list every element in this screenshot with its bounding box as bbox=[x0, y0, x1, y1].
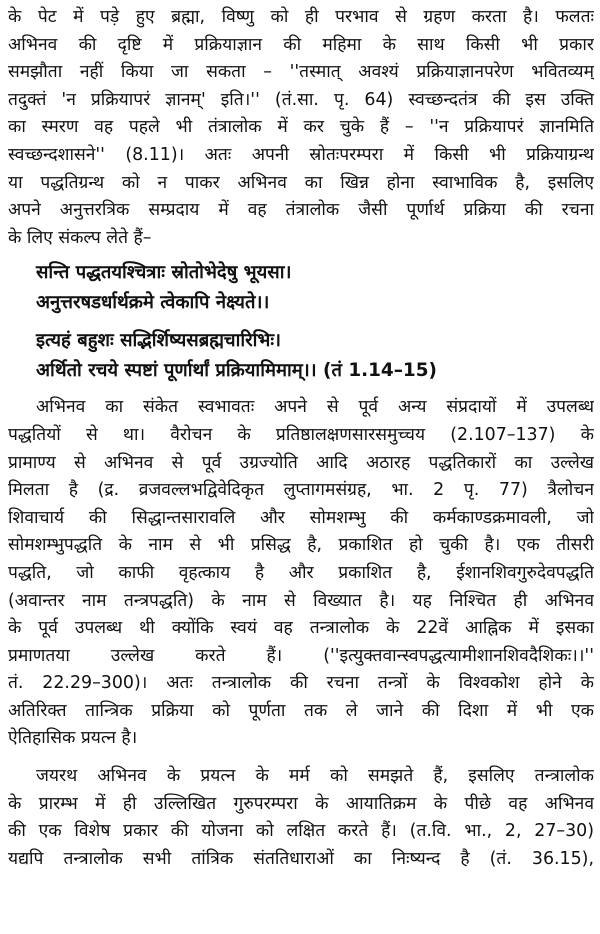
text-line: पद्धतियों से था। वैरोचन के प्रतिष्ठालक्षणसारसमुच्चय (2.107–137) के bbox=[8, 424, 594, 445]
text-line: पद्धति, जो काफी वृहत्काय है और प्रकाशित है, ईशानशिवगुरुदेवपद्धति bbox=[8, 562, 594, 583]
verse-line: अनुत्तरषडर्धार्थक्रमे त्वेकापि नेक्ष्यते।। bbox=[36, 292, 270, 314]
verse-line: सन्ति पद्धतयश्चित्राः स्रोतोभेदेषु भूयसा। bbox=[36, 262, 292, 284]
document-page bbox=[8, 4, 594, 873]
sanskrit-verse-block bbox=[8, 258, 594, 386]
text-line: अभिनव का संकेत स्वभावतः अपने से पूर्व अन्य संप्रदायों में उपलब्ध bbox=[36, 397, 594, 418]
paragraph-2 bbox=[8, 394, 594, 753]
text-line: अतिरिक्त तान्त्रिक प्रक्रिया को पूर्णता तक ले जाने की दिशा में भी एक bbox=[8, 700, 594, 721]
text-line: मिलता है (द्र. व्रजवल्लभद्विवेदिकृत लुप्तागमसंग्रह, भा. 2 पृ. 77) त्रैलोचन bbox=[8, 480, 594, 501]
text-line: सोमशम्भुपद्धति के नाम से भी प्रसिद्ध है, प्रकाशित हो चुकी है। एक तीसरी bbox=[8, 535, 594, 556]
text-line: प्रामाण्य से अभिनव से पूर्व उग्रज्योति आदि अठारह पद्धतिकारों का उल्लेख bbox=[8, 452, 594, 473]
text-line: की एक विशेष प्रकार की योजना को लक्षित करते हैं। (त.वि. भा., 2, 27–30) bbox=[8, 821, 594, 842]
text-line: अभिनव की दृष्टि में प्रक्रियाज्ञान की महिमा के साथ किसी भी प्रकार bbox=[8, 34, 594, 55]
text-line: स्वच्छन्दशासने'' (8.11)। अतः अपनी स्रोतःपरम्परा में किसी भी प्रक्रियाग्रन्थ bbox=[8, 144, 594, 165]
paragraph-1 bbox=[8, 4, 594, 252]
text-line: जयरथ अभिनव के प्रयत्न के मर्म को समझते हैं, इसलिए तन्त्रालोक bbox=[36, 766, 594, 787]
text-line: प्रमाणतया उल्लेख करते हैं। (''इत्युक्तवान्स्वपद्धत्यामीशानशिवदैशिकः।।'' bbox=[8, 645, 594, 666]
text-line: तं. 22.29–300)। अतः तन्त्रालोक की रचना तन्त्रों के विश्वकोश होने के bbox=[8, 673, 594, 694]
text-line: समझौता नहीं किया जा सकता – ''तस्मात् अवश्यं प्रक्रियाज्ञानपरेण भवितव्यम् bbox=[8, 62, 594, 83]
verse-line: इत्यहं बहुशः सद्भिर्शिष्यसब्रह्मचारिभिः। bbox=[36, 330, 282, 352]
text-line: के पूर्व उपलब्ध थी क्योंकि स्वयं वह तन्त्रालोक के 22वें आह्निक में इसका bbox=[8, 618, 594, 639]
text-line: शिवाचार्य की सिद्धान्तसारावलि और सोमशम्भु की कर्मकाण्डक्रमावली, जो bbox=[8, 507, 594, 528]
text-line: तदुक्तं 'न प्रक्रियापरं ज्ञानम्' इति।'' (तं.सा. पृ. 64) स्वच्छन्दतंत्र की इस उक्ति bbox=[8, 89, 594, 110]
text-line: या पद्धतिग्रन्थ को न पाकर अभिनव का खिन्न होना स्वाभाविक है, इसलिए bbox=[8, 172, 594, 193]
text-line: ऐतिहासिक प्रयत्न है। bbox=[8, 728, 138, 749]
text-line: अपने अनुत्तरत्रिक सम्प्रदाय में वह तंत्रालोक जैसी पूर्णार्थ प्रक्रिया की रचना bbox=[8, 200, 594, 221]
text-line: के लिए संकल्प लेते हैं– bbox=[8, 227, 152, 248]
text-line: यद्यपि तन्त्रालोक सभी तांत्रिक संततिधाराओं का निःष्यन्द है (तं. 36.15), bbox=[8, 848, 594, 869]
paragraph-3 bbox=[8, 763, 594, 873]
verse-line-with-citation: अर्थितो रचये स्पष्टां पूर्णार्थां प्रक्रियामिमाम्।। (तं 1.14–15) bbox=[36, 360, 437, 382]
text-line: के प्रारम्भ में ही उल्लिखित गुरुपरम्परा के आयातिक्रम के पीछे वह अभिनव bbox=[8, 793, 594, 814]
text-line: (अवान्तर नाम तन्त्रपद्धति) के नाम से विख्यात है। यह निश्चित ही अभिनव bbox=[8, 590, 594, 611]
text-line: के पेट में पड़े हुए ब्रह्मा, विष्णु को ही परभाव से ग्रहण करता है। फलतः bbox=[8, 7, 594, 27]
text-line: का स्मरण वह पहले भी तंत्रालोक में कर चुके हैं – ''न प्रक्रियापरं ज्ञानमिति bbox=[8, 117, 594, 138]
